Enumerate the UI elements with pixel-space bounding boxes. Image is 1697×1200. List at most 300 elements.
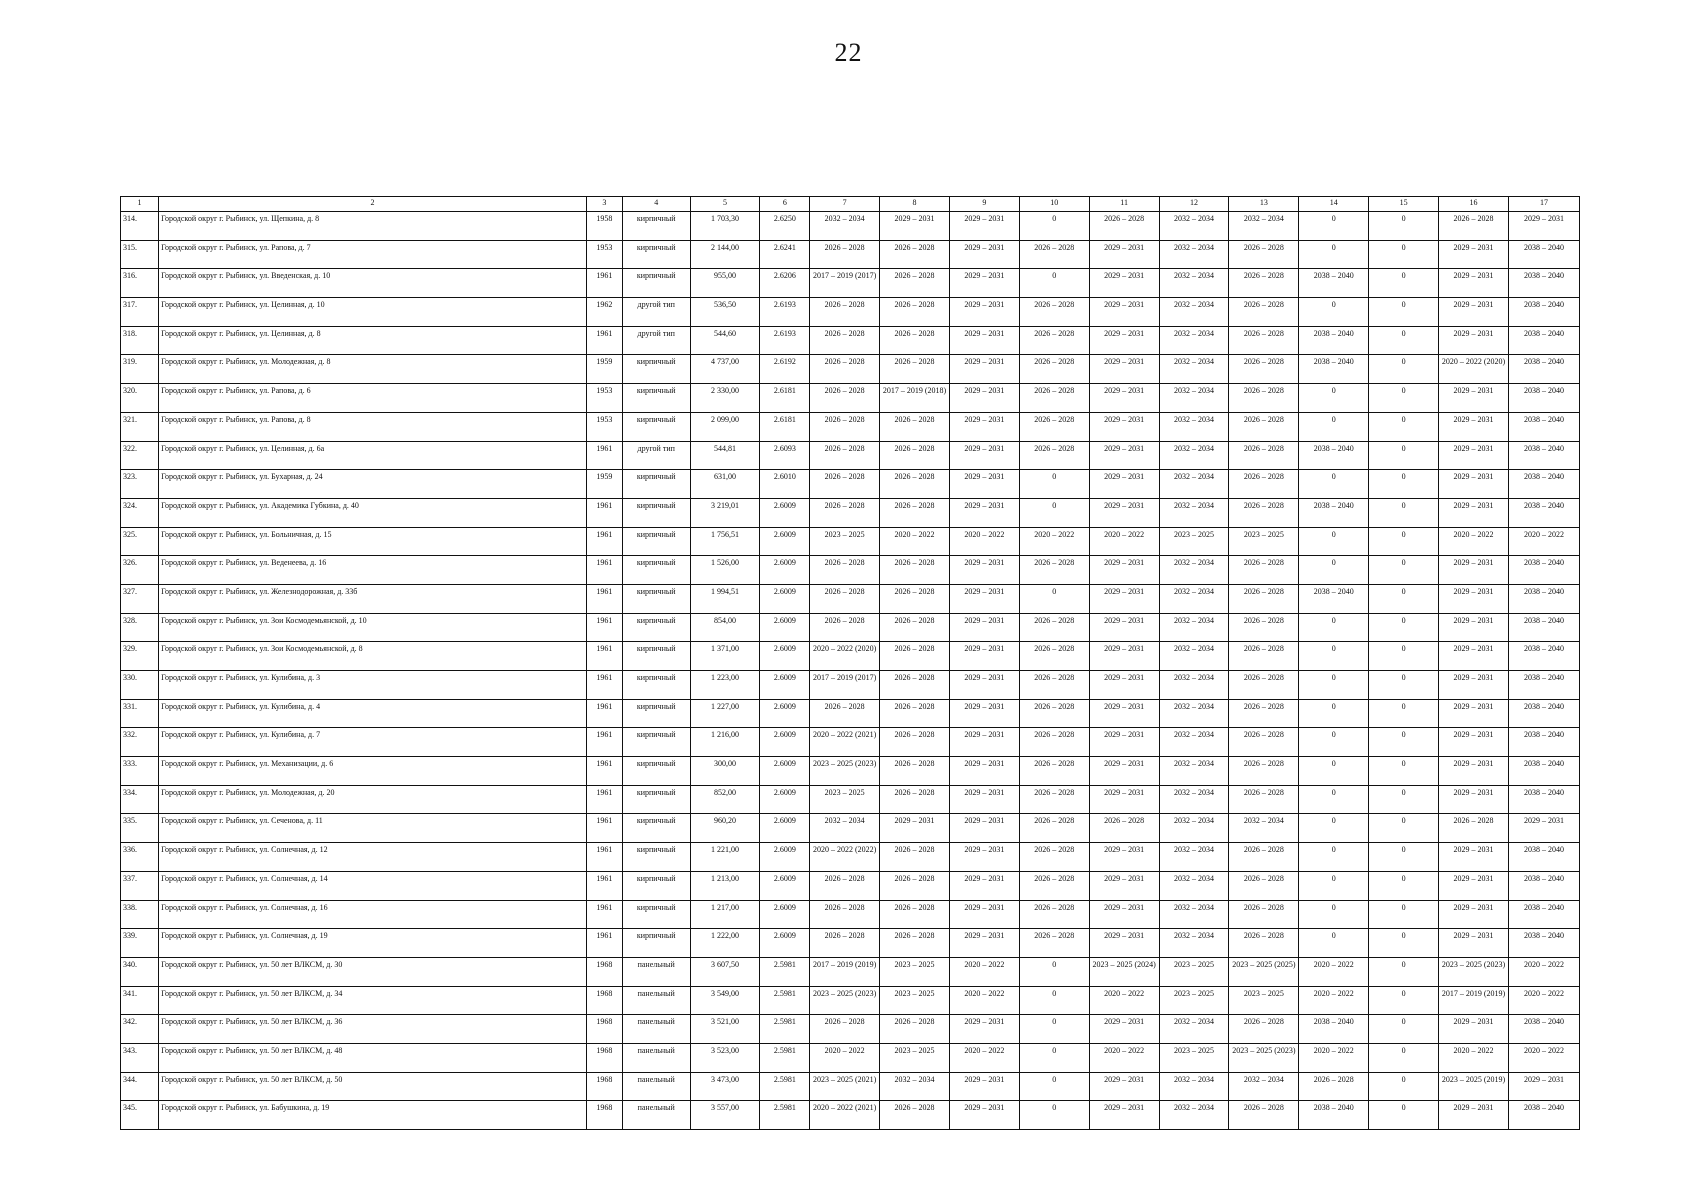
cell-period-16: 2029 – 2031 [1439, 470, 1509, 499]
cell-period-13: 2026 – 2028 [1229, 269, 1299, 298]
cell-year-built: 1961 [586, 757, 622, 786]
cell-wall-material: кирпичный [622, 212, 690, 241]
cell-period-14: 0 [1299, 412, 1369, 441]
cell-address: Городской округ г. Рыбинск, ул. Рапова, д. 8 [159, 412, 587, 441]
cell-wall-material: кирпичный [622, 642, 690, 671]
cell-rating: 2.6181 [760, 384, 810, 413]
cell-address: Городской округ г. Рыбинск, ул. Рапова, д. 7 [159, 240, 587, 269]
cell-row-number: 340. [121, 957, 159, 986]
cell-address: Городской округ г. Рыбинск, ул. Молодежная, д. 8 [159, 355, 587, 384]
column-header-2: 2 [159, 197, 587, 212]
cell-period-11: 2029 – 2031 [1089, 412, 1159, 441]
cell-period-7: 2026 – 2028 [810, 355, 880, 384]
cell-period-17: 2038 – 2040 [1508, 240, 1579, 269]
cell-period-8: 2026 – 2028 [880, 412, 950, 441]
cell-period-14: 2020 – 2022 [1299, 1043, 1369, 1072]
cell-period-9: 2029 – 2031 [949, 785, 1019, 814]
cell-period-15: 0 [1369, 556, 1439, 585]
cell-period-11: 2029 – 2031 [1089, 728, 1159, 757]
cell-period-15: 0 [1369, 527, 1439, 556]
cell-period-14: 2026 – 2028 [1299, 1072, 1369, 1101]
cell-period-15: 0 [1369, 412, 1439, 441]
cell-wall-material: другой тип [622, 326, 690, 355]
cell-period-7: 2023 – 2025 [810, 527, 880, 556]
cell-address: Городской округ г. Рыбинск, ул. Целинная, д. 8 [159, 326, 587, 355]
cell-period-17: 2038 – 2040 [1508, 871, 1579, 900]
cell-period-16: 2017 – 2019 (2019) [1439, 986, 1509, 1015]
cell-period-12: 2032 – 2034 [1159, 498, 1229, 527]
cell-area: 3 607,50 [690, 957, 760, 986]
cell-period-8: 2026 – 2028 [880, 240, 950, 269]
cell-wall-material: кирпичный [622, 900, 690, 929]
cell-period-15: 0 [1369, 699, 1439, 728]
cell-period-12: 2032 – 2034 [1159, 384, 1229, 413]
cell-period-8: 2026 – 2028 [880, 757, 950, 786]
cell-address: Городской округ г. Рыбинск, ул. Солнечная, д. 14 [159, 871, 587, 900]
cell-period-13: 2026 – 2028 [1229, 785, 1299, 814]
cell-period-15: 0 [1369, 498, 1439, 527]
cell-period-15: 0 [1369, 728, 1439, 757]
cell-period-17: 2038 – 2040 [1508, 785, 1579, 814]
cell-period-13: 2026 – 2028 [1229, 298, 1299, 327]
cell-period-13: 2026 – 2028 [1229, 1015, 1299, 1044]
cell-period-9: 2029 – 2031 [949, 843, 1019, 872]
cell-period-15: 0 [1369, 843, 1439, 872]
table-row [121, 642, 1580, 671]
cell-period-17: 2038 – 2040 [1508, 355, 1579, 384]
table-row [121, 900, 1580, 929]
cell-period-16: 2023 – 2025 (2023) [1439, 957, 1509, 986]
cell-period-15: 0 [1369, 642, 1439, 671]
cell-rating: 2.5981 [760, 957, 810, 986]
cell-period-14: 0 [1299, 785, 1369, 814]
cell-year-built: 1968 [586, 986, 622, 1015]
cell-period-10: 2026 – 2028 [1019, 671, 1089, 700]
cell-period-9: 2029 – 2031 [949, 1015, 1019, 1044]
cell-period-13: 2026 – 2028 [1229, 843, 1299, 872]
cell-period-12: 2032 – 2034 [1159, 355, 1229, 384]
cell-period-17: 2038 – 2040 [1508, 441, 1579, 470]
cell-wall-material: кирпичный [622, 498, 690, 527]
cell-rating: 2.6009 [760, 785, 810, 814]
cell-period-11: 2029 – 2031 [1089, 757, 1159, 786]
cell-period-7: 2020 – 2022 (2021) [810, 728, 880, 757]
cell-row-number: 322. [121, 441, 159, 470]
cell-period-12: 2032 – 2034 [1159, 298, 1229, 327]
cell-period-7: 2017 – 2019 (2017) [810, 269, 880, 298]
table-body [121, 212, 1580, 1130]
cell-period-15: 0 [1369, 757, 1439, 786]
cell-rating: 2.6009 [760, 498, 810, 527]
cell-period-11: 2029 – 2031 [1089, 1015, 1159, 1044]
cell-area: 544,60 [690, 326, 760, 355]
cell-rating: 2.6009 [760, 671, 810, 700]
cell-period-10: 2026 – 2028 [1019, 728, 1089, 757]
cell-period-13: 2026 – 2028 [1229, 355, 1299, 384]
cell-row-number: 318. [121, 326, 159, 355]
cell-period-15: 0 [1369, 355, 1439, 384]
cell-period-14: 0 [1299, 671, 1369, 700]
column-header-11: 11 [1089, 197, 1159, 212]
cell-period-17: 2038 – 2040 [1508, 269, 1579, 298]
cell-year-built: 1968 [586, 1072, 622, 1101]
table-row [121, 441, 1580, 470]
cell-row-number: 331. [121, 699, 159, 728]
cell-area: 3 219,01 [690, 498, 760, 527]
cell-period-11: 2029 – 2031 [1089, 326, 1159, 355]
cell-rating: 2.6009 [760, 929, 810, 958]
cell-rating: 2.6009 [760, 728, 810, 757]
cell-period-11: 2029 – 2031 [1089, 671, 1159, 700]
cell-period-14: 2038 – 2040 [1299, 269, 1369, 298]
register-table [120, 196, 1580, 1130]
table-row [121, 757, 1580, 786]
cell-period-10: 0 [1019, 470, 1089, 499]
cell-period-17: 2038 – 2040 [1508, 900, 1579, 929]
cell-wall-material: кирпичный [622, 843, 690, 872]
cell-address: Городской округ г. Рыбинск, ул. Больничная, д. 15 [159, 527, 587, 556]
cell-period-13: 2026 – 2028 [1229, 671, 1299, 700]
cell-period-16: 2029 – 2031 [1439, 1015, 1509, 1044]
cell-year-built: 1968 [586, 1015, 622, 1044]
cell-period-12: 2032 – 2034 [1159, 1101, 1229, 1130]
cell-period-13: 2026 – 2028 [1229, 498, 1299, 527]
cell-period-12: 2032 – 2034 [1159, 728, 1229, 757]
cell-wall-material: кирпичный [622, 527, 690, 556]
cell-year-built: 1959 [586, 470, 622, 499]
cell-period-10: 2026 – 2028 [1019, 326, 1089, 355]
cell-period-9: 2029 – 2031 [949, 412, 1019, 441]
cell-period-14: 0 [1299, 556, 1369, 585]
cell-area: 1 994,51 [690, 584, 760, 613]
cell-period-16: 2029 – 2031 [1439, 498, 1509, 527]
cell-period-11: 2029 – 2031 [1089, 1072, 1159, 1101]
cell-area: 852,00 [690, 785, 760, 814]
cell-rating: 2.6192 [760, 355, 810, 384]
cell-period-10: 0 [1019, 269, 1089, 298]
cell-period-13: 2026 – 2028 [1229, 613, 1299, 642]
cell-area: 1 371,00 [690, 642, 760, 671]
cell-period-10: 0 [1019, 1101, 1089, 1130]
cell-period-12: 2023 – 2025 [1159, 1043, 1229, 1072]
cell-period-15: 0 [1369, 785, 1439, 814]
cell-period-17: 2038 – 2040 [1508, 671, 1579, 700]
cell-period-14: 2038 – 2040 [1299, 498, 1369, 527]
column-header-12: 12 [1159, 197, 1229, 212]
cell-period-11: 2029 – 2031 [1089, 298, 1159, 327]
cell-wall-material: другой тип [622, 441, 690, 470]
cell-period-7: 2026 – 2028 [810, 240, 880, 269]
table-row [121, 527, 1580, 556]
cell-period-14: 0 [1299, 298, 1369, 327]
cell-period-15: 0 [1369, 986, 1439, 1015]
cell-period-14: 2038 – 2040 [1299, 1015, 1369, 1044]
cell-period-8: 2026 – 2028 [880, 298, 950, 327]
cell-period-12: 2032 – 2034 [1159, 642, 1229, 671]
cell-period-14: 0 [1299, 699, 1369, 728]
cell-row-number: 335. [121, 814, 159, 843]
cell-wall-material: кирпичный [622, 757, 690, 786]
cell-year-built: 1961 [586, 871, 622, 900]
cell-row-number: 323. [121, 470, 159, 499]
cell-area: 544,81 [690, 441, 760, 470]
cell-period-7: 2026 – 2028 [810, 441, 880, 470]
cell-year-built: 1961 [586, 728, 622, 757]
cell-period-11: 2029 – 2031 [1089, 355, 1159, 384]
cell-wall-material: кирпичный [622, 556, 690, 585]
cell-area: 631,00 [690, 470, 760, 499]
cell-period-10: 2026 – 2028 [1019, 900, 1089, 929]
table-row [121, 326, 1580, 355]
cell-period-10: 2026 – 2028 [1019, 412, 1089, 441]
cell-period-12: 2032 – 2034 [1159, 929, 1229, 958]
cell-period-14: 0 [1299, 871, 1369, 900]
cell-rating: 2.5981 [760, 1015, 810, 1044]
cell-row-number: 328. [121, 613, 159, 642]
cell-address: Городской округ г. Рыбинск, ул. Кулибина, д. 7 [159, 728, 587, 757]
cell-period-17: 2038 – 2040 [1508, 556, 1579, 585]
cell-wall-material: кирпичный [622, 584, 690, 613]
cell-period-15: 0 [1369, 326, 1439, 355]
cell-period-17: 2038 – 2040 [1508, 326, 1579, 355]
cell-wall-material: кирпичный [622, 470, 690, 499]
cell-period-11: 2029 – 2031 [1089, 584, 1159, 613]
cell-period-10: 2026 – 2028 [1019, 871, 1089, 900]
cell-period-15: 0 [1369, 871, 1439, 900]
cell-period-11: 2029 – 2031 [1089, 871, 1159, 900]
cell-period-8: 2023 – 2025 [880, 1043, 950, 1072]
cell-period-13: 2026 – 2028 [1229, 441, 1299, 470]
cell-period-16: 2029 – 2031 [1439, 240, 1509, 269]
cell-address: Городской округ г. Рыбинск, ул. 50 лет ВЛКСМ, д. 36 [159, 1015, 587, 1044]
cell-rating: 2.6206 [760, 269, 810, 298]
cell-period-10: 2026 – 2028 [1019, 929, 1089, 958]
cell-year-built: 1953 [586, 384, 622, 413]
cell-period-9: 2029 – 2031 [949, 584, 1019, 613]
cell-row-number: 324. [121, 498, 159, 527]
cell-period-16: 2029 – 2031 [1439, 671, 1509, 700]
cell-period-17: 2038 – 2040 [1508, 384, 1579, 413]
cell-wall-material: кирпичный [622, 269, 690, 298]
cell-period-8: 2026 – 2028 [880, 441, 950, 470]
column-header-9: 9 [949, 197, 1019, 212]
cell-period-12: 2023 – 2025 [1159, 527, 1229, 556]
cell-period-12: 2032 – 2034 [1159, 584, 1229, 613]
cell-period-9: 2029 – 2031 [949, 1101, 1019, 1130]
cell-period-10: 2026 – 2028 [1019, 814, 1089, 843]
cell-row-number: 336. [121, 843, 159, 872]
cell-year-built: 1953 [586, 240, 622, 269]
cell-address: Городской округ г. Рыбинск, ул. Кулибина, д. 3 [159, 671, 587, 700]
cell-area: 4 737,00 [690, 355, 760, 384]
cell-period-16: 2029 – 2031 [1439, 757, 1509, 786]
cell-year-built: 1961 [586, 498, 622, 527]
cell-period-9: 2029 – 2031 [949, 240, 1019, 269]
cell-period-7: 2026 – 2028 [810, 556, 880, 585]
cell-wall-material: кирпичный [622, 240, 690, 269]
cell-period-9: 2029 – 2031 [949, 298, 1019, 327]
cell-wall-material: панельный [622, 986, 690, 1015]
cell-period-16: 2029 – 2031 [1439, 384, 1509, 413]
cell-address: Городской округ г. Рыбинск, ул. 50 лет ВЛКСМ, д. 48 [159, 1043, 587, 1072]
cell-address: Городской округ г. Рыбинск, ул. Солнечная, д. 16 [159, 900, 587, 929]
cell-period-9: 2029 – 2031 [949, 671, 1019, 700]
cell-period-12: 2032 – 2034 [1159, 326, 1229, 355]
cell-period-8: 2023 – 2025 [880, 986, 950, 1015]
cell-period-13: 2026 – 2028 [1229, 556, 1299, 585]
cell-period-10: 0 [1019, 1072, 1089, 1101]
cell-year-built: 1961 [586, 929, 622, 958]
cell-year-built: 1961 [586, 785, 622, 814]
cell-year-built: 1961 [586, 671, 622, 700]
cell-row-number: 337. [121, 871, 159, 900]
cell-address: Городской округ г. Рыбинск, ул. Веденеева, д. 16 [159, 556, 587, 585]
cell-period-17: 2038 – 2040 [1508, 298, 1579, 327]
cell-period-12: 2032 – 2034 [1159, 470, 1229, 499]
cell-period-9: 2020 – 2022 [949, 986, 1019, 1015]
column-header-5: 5 [690, 197, 760, 212]
cell-rating: 2.6009 [760, 699, 810, 728]
cell-rating: 2.6009 [760, 814, 810, 843]
cell-period-15: 0 [1369, 584, 1439, 613]
cell-period-13: 2026 – 2028 [1229, 1101, 1299, 1130]
cell-rating: 2.5981 [760, 1072, 810, 1101]
cell-period-15: 0 [1369, 1101, 1439, 1130]
cell-period-16: 2026 – 2028 [1439, 212, 1509, 241]
cell-period-17: 2038 – 2040 [1508, 1015, 1579, 1044]
cell-area: 1 223,00 [690, 671, 760, 700]
cell-period-7: 2026 – 2028 [810, 298, 880, 327]
cell-rating: 2.6193 [760, 298, 810, 327]
table-row [121, 613, 1580, 642]
cell-period-16: 2029 – 2031 [1439, 441, 1509, 470]
table-row [121, 240, 1580, 269]
cell-period-11: 2029 – 2031 [1089, 240, 1159, 269]
cell-area: 3 549,00 [690, 986, 760, 1015]
cell-year-built: 1968 [586, 1101, 622, 1130]
cell-period-11: 2029 – 2031 [1089, 556, 1159, 585]
cell-period-14: 0 [1299, 900, 1369, 929]
cell-period-7: 2026 – 2028 [810, 1015, 880, 1044]
cell-period-7: 2032 – 2034 [810, 814, 880, 843]
cell-period-16: 2026 – 2028 [1439, 814, 1509, 843]
cell-area: 1 217,00 [690, 900, 760, 929]
cell-rating: 2.5981 [760, 1043, 810, 1072]
cell-period-11: 2020 – 2022 [1089, 986, 1159, 1015]
cell-area: 2 144,00 [690, 240, 760, 269]
cell-year-built: 1961 [586, 642, 622, 671]
cell-period-13: 2023 – 2025 [1229, 527, 1299, 556]
cell-period-7: 2023 – 2025 [810, 785, 880, 814]
cell-period-12: 2032 – 2034 [1159, 1072, 1229, 1101]
cell-period-17: 2038 – 2040 [1508, 412, 1579, 441]
cell-row-number: 321. [121, 412, 159, 441]
cell-period-8: 2026 – 2028 [880, 699, 950, 728]
cell-address: Городской округ г. Рыбинск, ул. 50 лет ВЛКСМ, д. 34 [159, 986, 587, 1015]
cell-period-10: 2026 – 2028 [1019, 355, 1089, 384]
cell-period-14: 0 [1299, 212, 1369, 241]
cell-period-10: 2026 – 2028 [1019, 298, 1089, 327]
cell-period-9: 2029 – 2031 [949, 900, 1019, 929]
cell-period-17: 2020 – 2022 [1508, 986, 1579, 1015]
cell-period-12: 2032 – 2034 [1159, 871, 1229, 900]
cell-period-16: 2029 – 2031 [1439, 642, 1509, 671]
cell-period-12: 2032 – 2034 [1159, 900, 1229, 929]
cell-period-17: 2038 – 2040 [1508, 699, 1579, 728]
cell-period-7: 2023 – 2025 (2021) [810, 1072, 880, 1101]
cell-period-10: 2026 – 2028 [1019, 240, 1089, 269]
cell-period-14: 2020 – 2022 [1299, 986, 1369, 1015]
cell-period-11: 2029 – 2031 [1089, 642, 1159, 671]
cell-row-number: 334. [121, 785, 159, 814]
cell-period-7: 2020 – 2022 (2022) [810, 843, 880, 872]
cell-period-10: 2026 – 2028 [1019, 785, 1089, 814]
cell-period-8: 2020 – 2022 [880, 527, 950, 556]
cell-area: 1 222,00 [690, 929, 760, 958]
cell-period-14: 0 [1299, 613, 1369, 642]
cell-rating: 2.6009 [760, 642, 810, 671]
cell-period-15: 0 [1369, 929, 1439, 958]
cell-period-13: 2026 – 2028 [1229, 412, 1299, 441]
cell-period-7: 2020 – 2022 (2020) [810, 642, 880, 671]
cell-period-15: 0 [1369, 1043, 1439, 1072]
cell-period-13: 2026 – 2028 [1229, 929, 1299, 958]
cell-period-10: 0 [1019, 1043, 1089, 1072]
cell-period-11: 2026 – 2028 [1089, 212, 1159, 241]
cell-period-15: 0 [1369, 1015, 1439, 1044]
cell-year-built: 1958 [586, 212, 622, 241]
cell-period-14: 2038 – 2040 [1299, 584, 1369, 613]
cell-period-16: 2029 – 2031 [1439, 871, 1509, 900]
table-row [121, 298, 1580, 327]
cell-period-9: 2029 – 2031 [949, 613, 1019, 642]
cell-period-16: 2029 – 2031 [1439, 728, 1509, 757]
cell-address: Городской округ г. Рыбинск, ул. Целинная, д. 10 [159, 298, 587, 327]
cell-period-8: 2026 – 2028 [880, 642, 950, 671]
cell-period-9: 2020 – 2022 [949, 527, 1019, 556]
column-header-15: 15 [1369, 197, 1439, 212]
cell-period-8: 2026 – 2028 [880, 871, 950, 900]
cell-period-17: 2020 – 2022 [1508, 957, 1579, 986]
cell-rating: 2.6009 [760, 757, 810, 786]
cell-period-16: 2029 – 2031 [1439, 1101, 1509, 1130]
cell-area: 3 523,00 [690, 1043, 760, 1072]
cell-period-12: 2032 – 2034 [1159, 269, 1229, 298]
cell-area: 2 330,00 [690, 384, 760, 413]
cell-year-built: 1961 [586, 527, 622, 556]
cell-period-17: 2038 – 2040 [1508, 757, 1579, 786]
cell-period-16: 2029 – 2031 [1439, 584, 1509, 613]
cell-period-16: 2020 – 2022 [1439, 1043, 1509, 1072]
cell-wall-material: другой тип [622, 298, 690, 327]
column-header-4: 4 [622, 197, 690, 212]
table-row [121, 269, 1580, 298]
cell-period-16: 2020 – 2022 (2020) [1439, 355, 1509, 384]
cell-period-12: 2032 – 2034 [1159, 699, 1229, 728]
cell-period-10: 0 [1019, 957, 1089, 986]
cell-rating: 2.6009 [760, 556, 810, 585]
cell-period-8: 2023 – 2025 [880, 957, 950, 986]
cell-row-number: 326. [121, 556, 159, 585]
cell-period-11: 2029 – 2031 [1089, 613, 1159, 642]
cell-year-built: 1959 [586, 355, 622, 384]
cell-period-13: 2026 – 2028 [1229, 871, 1299, 900]
cell-rating: 2.6181 [760, 412, 810, 441]
cell-period-14: 0 [1299, 814, 1369, 843]
cell-period-11: 2020 – 2022 [1089, 527, 1159, 556]
cell-period-10: 2026 – 2028 [1019, 556, 1089, 585]
cell-period-15: 0 [1369, 671, 1439, 700]
